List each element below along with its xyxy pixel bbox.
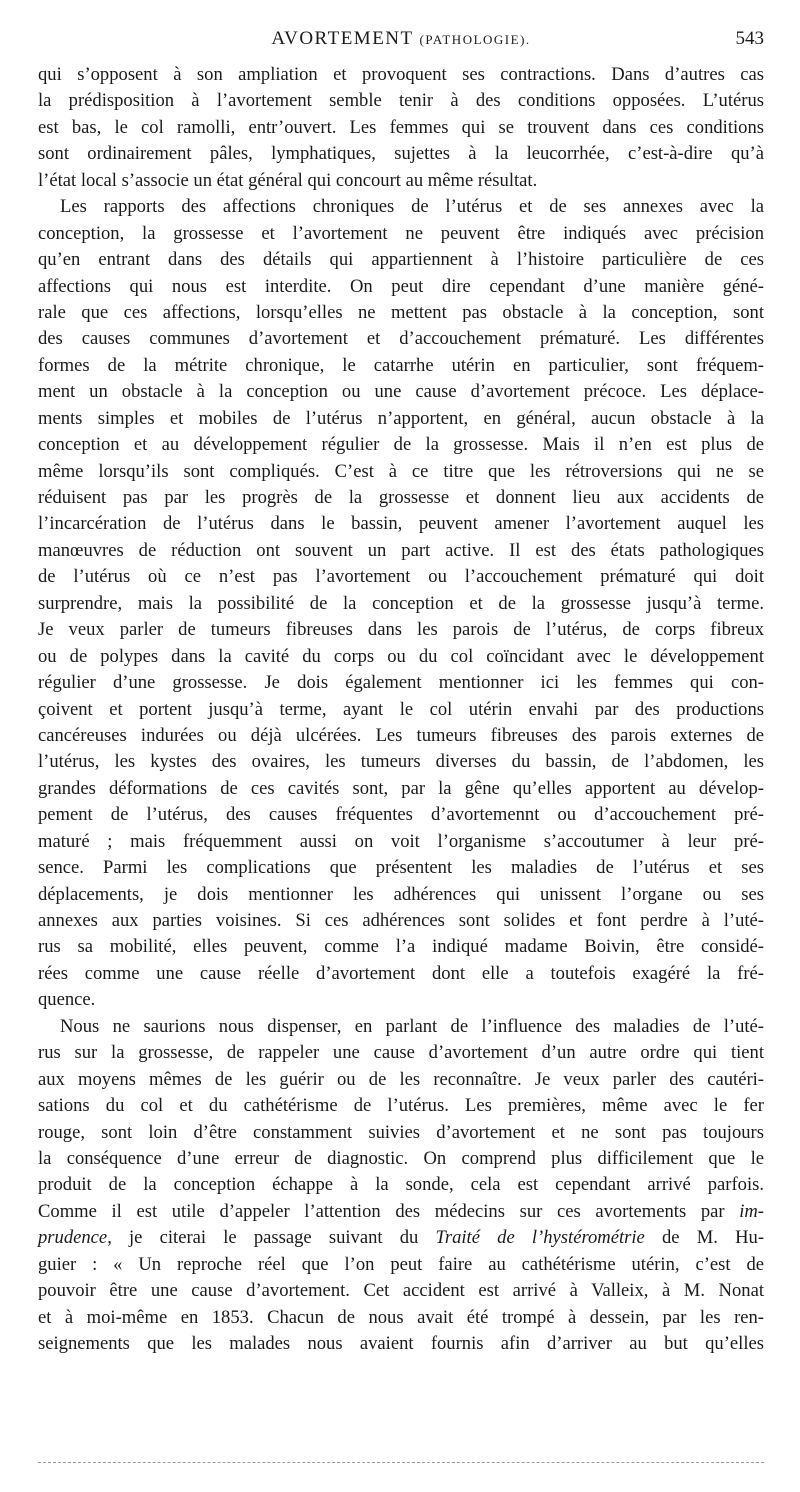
line-text: la conséquence d’une erreur de diagnostic. On comprend plus difficilement que le <box>38 1147 764 1169</box>
line-text: rus sa mobilité, elles peuvent, comme l’a indiqué madame Boivin, être considé- <box>38 936 764 958</box>
line-text: et à moi-même en 1853. Chacun de nous avait été trompé à dessein, par les ren- <box>38 1306 764 1328</box>
line-text: seignements que les malades nous avaient fournis afin d’arriver au but qu’elles <box>38 1333 764 1354</box>
line-text: pement de l’utérus, des causes fréquentes d’avortemennt ou d’accouchement pré- <box>38 804 764 826</box>
text-line <box>38 168 764 194</box>
line-text: qui s’opposent à son ampliation et provoquent ses contractions. Dans d’autres cas <box>38 64 764 85</box>
text-line <box>38 485 764 511</box>
line-text: Nous ne saurions nous dispenser, en parlant de l’influence des maladies de l’uté- <box>60 1015 764 1037</box>
line-text: formes de la métrite chronique, le catarrhe utérin en particulier, sont fréquem- <box>38 354 764 376</box>
line-text: cancéreuses indurées ou déjà ulcérées. Les tumeurs fibreuses des parois externes de <box>38 724 764 746</box>
line-text: Comme il est utile d’appeler l’attention des médecins sur ces avortements par <box>38 1200 740 1222</box>
line-text: rouge, sont loin d’être constamment suivies d’avortement et ne sont pas toujours <box>38 1121 764 1143</box>
text-line <box>38 1014 764 1040</box>
text-line <box>38 564 764 590</box>
line-text: sations du col et du cathétérisme de l’utérus. Les premières, même avec le fer <box>38 1095 764 1117</box>
line-text: l’incarcération de l’utérus dans le bassin, peuvent amener l’avortement auquel les <box>38 513 764 535</box>
line-text: pouvoir être une cause d’avortement. Cet accident est arrivé à Valleix, à M. Nonat <box>38 1280 764 1302</box>
line-text: surprendre, mais la possibilité de la conception et de la grossesse jusqu’à terme. <box>38 592 764 614</box>
text-line <box>38 670 764 696</box>
line-text: Les rapports des affections chroniques de l’utérus et de ses annexes avec la <box>60 196 764 218</box>
line-text: déplacements, je dois mentionner les adhérences qui unissent l’organe ou ses <box>38 883 764 905</box>
line-text: sence. Parmi les complications que présentent les maladies de l’utérus et ses <box>38 857 764 879</box>
running-title-sub: (PATHOLOGIE). <box>419 32 531 47</box>
line-text: réduisent pas par les progrès de la grossesse et donnent lieu aux accidents de <box>38 487 764 508</box>
line-text: régulier d’une grossesse. Je dois également mentionner ici les femmes qui con- <box>38 672 764 694</box>
text-line <box>38 1120 764 1146</box>
text-line <box>38 617 764 643</box>
text-line <box>38 511 764 537</box>
text-line <box>38 300 764 326</box>
text-line <box>38 749 764 775</box>
line-text: produit de la conception échappe à la sonde, cela est cependant arrivé parfois. <box>38 1174 764 1196</box>
text-line <box>38 88 764 114</box>
text-line <box>38 1172 764 1198</box>
line-text: l’état local s’associe un état général qui concourt au même résultat. <box>38 169 538 191</box>
text-line <box>38 1252 764 1278</box>
line-text: annexes aux parties voisines. Si ces adhérences sont solides et font perdre à l’uté- <box>38 910 764 931</box>
line-text: grandes déformations de ces cavités sont, par la gêne qu’elles apportent au dévelop- <box>38 777 764 799</box>
text-line <box>38 432 764 458</box>
line-text: ment un obstacle à la conception ou une cause d’avortement précoce. Les déplace- <box>38 381 764 403</box>
text-line <box>38 1146 764 1172</box>
line-text: même lorsqu’ils sont compliqués. C’est à ce titre que les rétroversions qui ne se <box>38 460 764 482</box>
text-line <box>38 829 764 855</box>
text-line <box>38 379 764 405</box>
text-line <box>38 855 764 881</box>
text-line <box>38 644 764 670</box>
text-line <box>38 1067 764 1093</box>
line-text: , je citerai le passage suivant du <box>107 1227 436 1249</box>
line-text: l’utérus, les kystes des ovaires, les tumeurs diverses du bassin, de l’abdomen, les <box>38 751 764 773</box>
text-line <box>38 882 764 908</box>
footer-rule <box>38 1462 764 1463</box>
text-line <box>38 247 764 273</box>
body-text <box>38 62 764 1357</box>
text-line <box>38 723 764 749</box>
running-head <box>38 28 764 54</box>
line-text: de M. Hu- <box>644 1227 765 1249</box>
line-text: est bas, le col ramolli, entr’ouvert. Les femmes qui se trouvent dans ces conditions <box>38 116 764 138</box>
line-text: çoivent et portent jusqu’à terme, ayant le col utérin envahi par des productions <box>38 698 764 720</box>
running-title-main: AVORTEMENT <box>271 28 414 49</box>
page-number: 543 <box>735 28 764 49</box>
text-line <box>38 115 764 141</box>
text-line <box>38 459 764 485</box>
text-line <box>38 961 764 987</box>
text-line <box>38 987 764 1013</box>
line-text: rale que ces affections, lorsqu’elles ne mettent pas obstacle à la conception, sont <box>38 301 764 323</box>
line-text: ou de polypes dans la cavité du corps ou du col coïncidant avec le développement <box>38 645 764 667</box>
line-text: maturé ; mais fréquemment aussi on voit l’organisme s’accoutumer à leur pré- <box>38 830 764 852</box>
text-line <box>38 326 764 352</box>
line-text: conception et au développement régulier de la grossesse. Mais il n’en est plus de <box>38 434 764 456</box>
text-line <box>38 406 764 432</box>
line-text: la prédisposition à l’avortement semble tenir à des conditions opposées. L’utérus <box>38 90 764 112</box>
text-line <box>38 1040 764 1066</box>
line-text: rées comme une cause réelle d’avortement dont elle a toutefois exagéré la fré- <box>38 962 764 984</box>
line-text: rus sur la grossesse, de rappeler une cause d’avortement d’un autre ordre qui tient <box>38 1042 764 1064</box>
text-line <box>38 1305 764 1331</box>
text-line <box>38 908 764 934</box>
line-text: conception, la grossesse et l’avortement ne peuvent être indiqués avec précision <box>38 222 764 244</box>
text-line <box>38 62 764 88</box>
line-text: Je veux parler de tumeurs fibreuses dans les parois de l’utérus, de corps fibreux <box>38 619 764 641</box>
running-title <box>38 28 764 50</box>
line-text: manœuvres de réduction ont souvent un part active. Il est des états pathologiques <box>38 539 764 561</box>
italic-text: Traité de l’hystérométrie <box>435 1227 645 1249</box>
text-line <box>38 194 764 220</box>
italic-text: im- <box>739 1200 764 1222</box>
text-line <box>38 353 764 379</box>
line-text: des causes communes d’avortement et d’accouchement prématuré. Les différentes <box>38 328 764 350</box>
line-text: quence. <box>38 989 96 1011</box>
text-line <box>38 802 764 828</box>
text-line <box>38 591 764 617</box>
text-line <box>38 141 764 167</box>
text-line <box>38 1199 764 1225</box>
line-text: affections qui nous est interdite. On peut dire cependant d’une manière géné- <box>38 275 764 297</box>
line-text: de l’utérus où ce n’est pas l’avortement ou l’accouchement prématuré qui doit <box>38 566 764 588</box>
line-text: guier : « Un reproche réel que l’on peut faire au cathétérisme utérin, c’est de <box>38 1253 764 1275</box>
text-line <box>38 934 764 960</box>
line-text: ments simples et mobiles de l’utérus n’apportent, en général, aucun obstacle à la <box>38 407 764 429</box>
text-line <box>38 776 764 802</box>
text-line <box>38 1278 764 1304</box>
text-line <box>38 1093 764 1119</box>
text-line <box>38 221 764 247</box>
text-line <box>38 274 764 300</box>
italic-text: prudence <box>38 1227 108 1249</box>
text-line <box>38 1225 764 1251</box>
line-text: aux moyens mêmes de les guérir ou de les reconnaître. Je veux parler des cautéri- <box>38 1068 764 1090</box>
text-line <box>38 1331 764 1357</box>
line-text: qu’en entrant dans des détails qui appartiennent à l’histoire particulière de ces <box>38 249 764 271</box>
line-text: sont ordinairement pâles, lymphatiques, sujettes à la leucorrhée, c’est-à-dire qu’à <box>38 143 764 165</box>
text-line <box>38 538 764 564</box>
text-line <box>38 697 764 723</box>
